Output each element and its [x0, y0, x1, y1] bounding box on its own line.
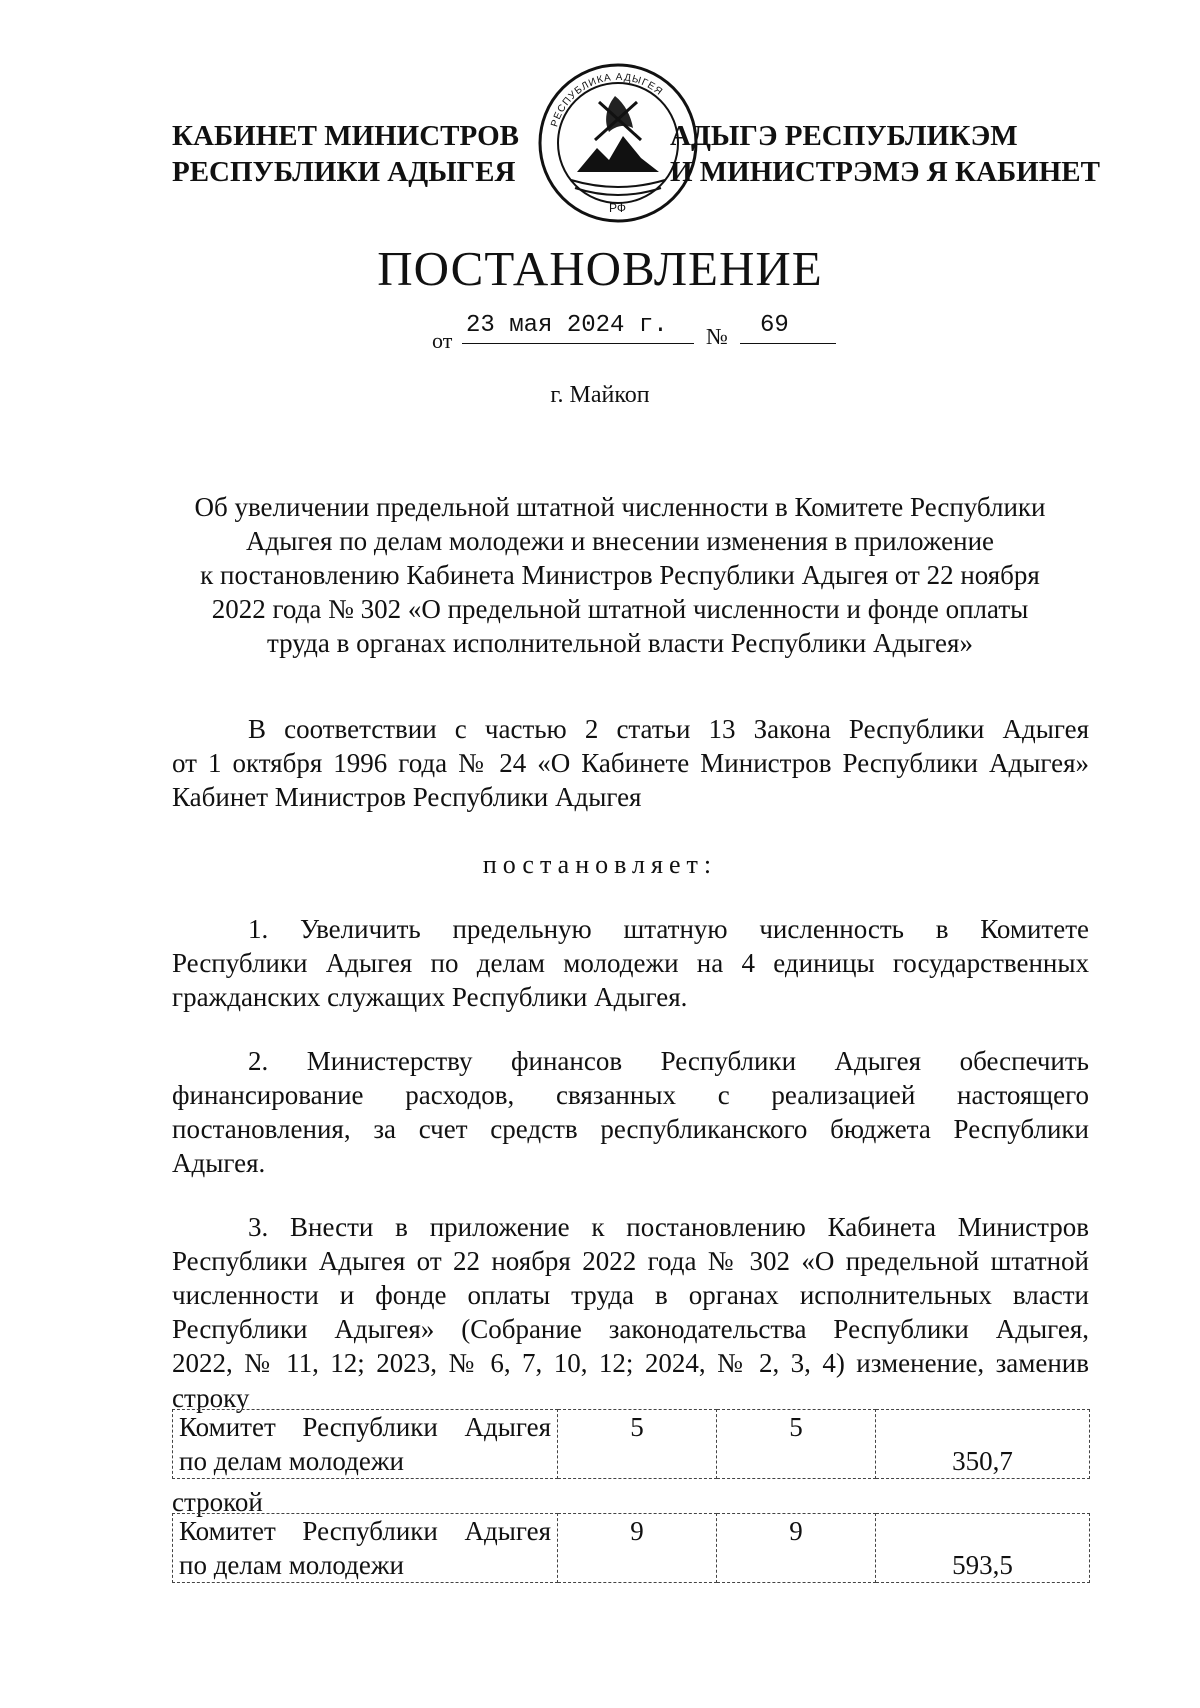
table-cell: 350,7 [876, 1410, 1090, 1479]
item-3-line: Республики Адыгея» (Собрание законодательства Республики Адыгея, [172, 1314, 1089, 1344]
item-3-line: Республики Адыгея от 22 ноября 2022 года № 302 «О предельной штатной [172, 1246, 1089, 1276]
agency-name-line: по делам молодежи [179, 1550, 404, 1580]
resolves-word: постановляет: [482, 850, 718, 879]
subject-line: Об увеличении предельной штатной численности в Комитете Республики [194, 492, 1046, 522]
old-row-table [172, 1409, 1090, 1479]
new-row-table [172, 1513, 1090, 1583]
table-cell: 9 [717, 1514, 876, 1583]
item-2-line: Адыгея. [172, 1148, 266, 1178]
replace-old-label: строку [172, 1383, 250, 1413]
item-1-paragraph [172, 912, 1089, 1014]
issuer-name-adyghe [670, 118, 1100, 190]
subject-line: 2022 года № 302 «О предельной штатной численности и фонде оплаты [211, 594, 1029, 624]
item-2-line: 2. Министерству финансов Республики Адыгея обеспечить [248, 1046, 1089, 1076]
agency-name-cell [173, 1514, 558, 1583]
item-2-paragraph [172, 1044, 1089, 1180]
document-subject [160, 490, 1080, 660]
preamble-line: В соответствии с частью 2 статьи 13 Закона Республики Адыгея [248, 714, 1089, 744]
table-cell: 5 [558, 1410, 717, 1479]
table-row [173, 1410, 1090, 1479]
emblem-text-bottom: РФ [609, 201, 626, 215]
item-3-line: 3. Внести в приложение к постановлению Кабинета Министров [248, 1212, 1089, 1242]
table-cell: 9 [558, 1514, 717, 1583]
subject-line: Адыгея по делам молодежи и внесении изменения в приложение [245, 526, 995, 556]
replace-new-label: строкой [172, 1487, 263, 1517]
item-1-line: 1. Увеличить предельную штатную численность в Комитете [248, 914, 1089, 944]
table-cell: 5 [717, 1410, 876, 1479]
preamble-line: от 1 октября 1996 года № 24 «О Кабинете Министров Республики Адыгея» [172, 748, 1089, 778]
item-2-line: постановления, за счет средств республиканского бюджета Республики [172, 1114, 1089, 1144]
document-number-label: № [706, 324, 728, 349]
agency-name-line: Комитет Республики Адыгея [179, 1412, 551, 1442]
document-type-title: ПОСТАНОВЛЕНИЕ [377, 241, 823, 296]
issuer-name-russian [172, 118, 519, 190]
item-1-line: Республики Адыгея по делам молодежи на 4 единицы государственных [172, 948, 1089, 978]
place-of-issue: г. Майкоп [550, 382, 650, 408]
subject-line: труда в органах исполнительной власти Республики Адыгея» [267, 628, 973, 658]
issuer-line: РЕСПУБЛИКИ АДЫГЕЯ [172, 156, 516, 188]
preamble-paragraph [172, 712, 1089, 814]
issuer-line: И МИНИСТРЭМЭ Я КАБИНЕТ [670, 156, 1100, 188]
item-3-line: 2022, № 11, 12; 2023, № 6, 7, 10, 12; 2024, № 2, 3, 4) изменение, заменив [172, 1348, 1089, 1378]
preamble-line: Кабинет Министров Республики Адыгея [172, 782, 642, 812]
item-1-line: гражданских служащих Республики Адыгея. [172, 982, 688, 1012]
date-from-label: от [432, 328, 453, 353]
agency-name-cell [173, 1410, 558, 1479]
agency-name-line: Комитет Республики Адыгея [179, 1516, 551, 1546]
item-3-line: численности и фонде оплаты труда в органах исполнительных власти [172, 1280, 1089, 1310]
agency-name-line: по делам молодежи [179, 1446, 404, 1476]
item-2-line: финансирование расходов, связанных с реализацией настоящего [172, 1080, 1089, 1110]
emblem-text-top: РЕСПУБЛИКА АДЫГЕЯ [549, 71, 665, 129]
table-cell: 593,5 [876, 1514, 1090, 1583]
subject-line: к постановлению Кабинета Министров Республики Адыгея от 22 ноября [200, 560, 1040, 590]
item-3-paragraph [172, 1210, 1089, 1380]
issuer-line: АДЫГЭ РЕСПУБЛИКЭМ [670, 120, 1018, 152]
document-date: 23 мая 2024 г. [462, 312, 694, 344]
document-number: 69 [740, 312, 836, 344]
issuer-line: КАБИНЕТ МИНИСТРОВ [172, 120, 519, 152]
table-row [173, 1514, 1090, 1583]
